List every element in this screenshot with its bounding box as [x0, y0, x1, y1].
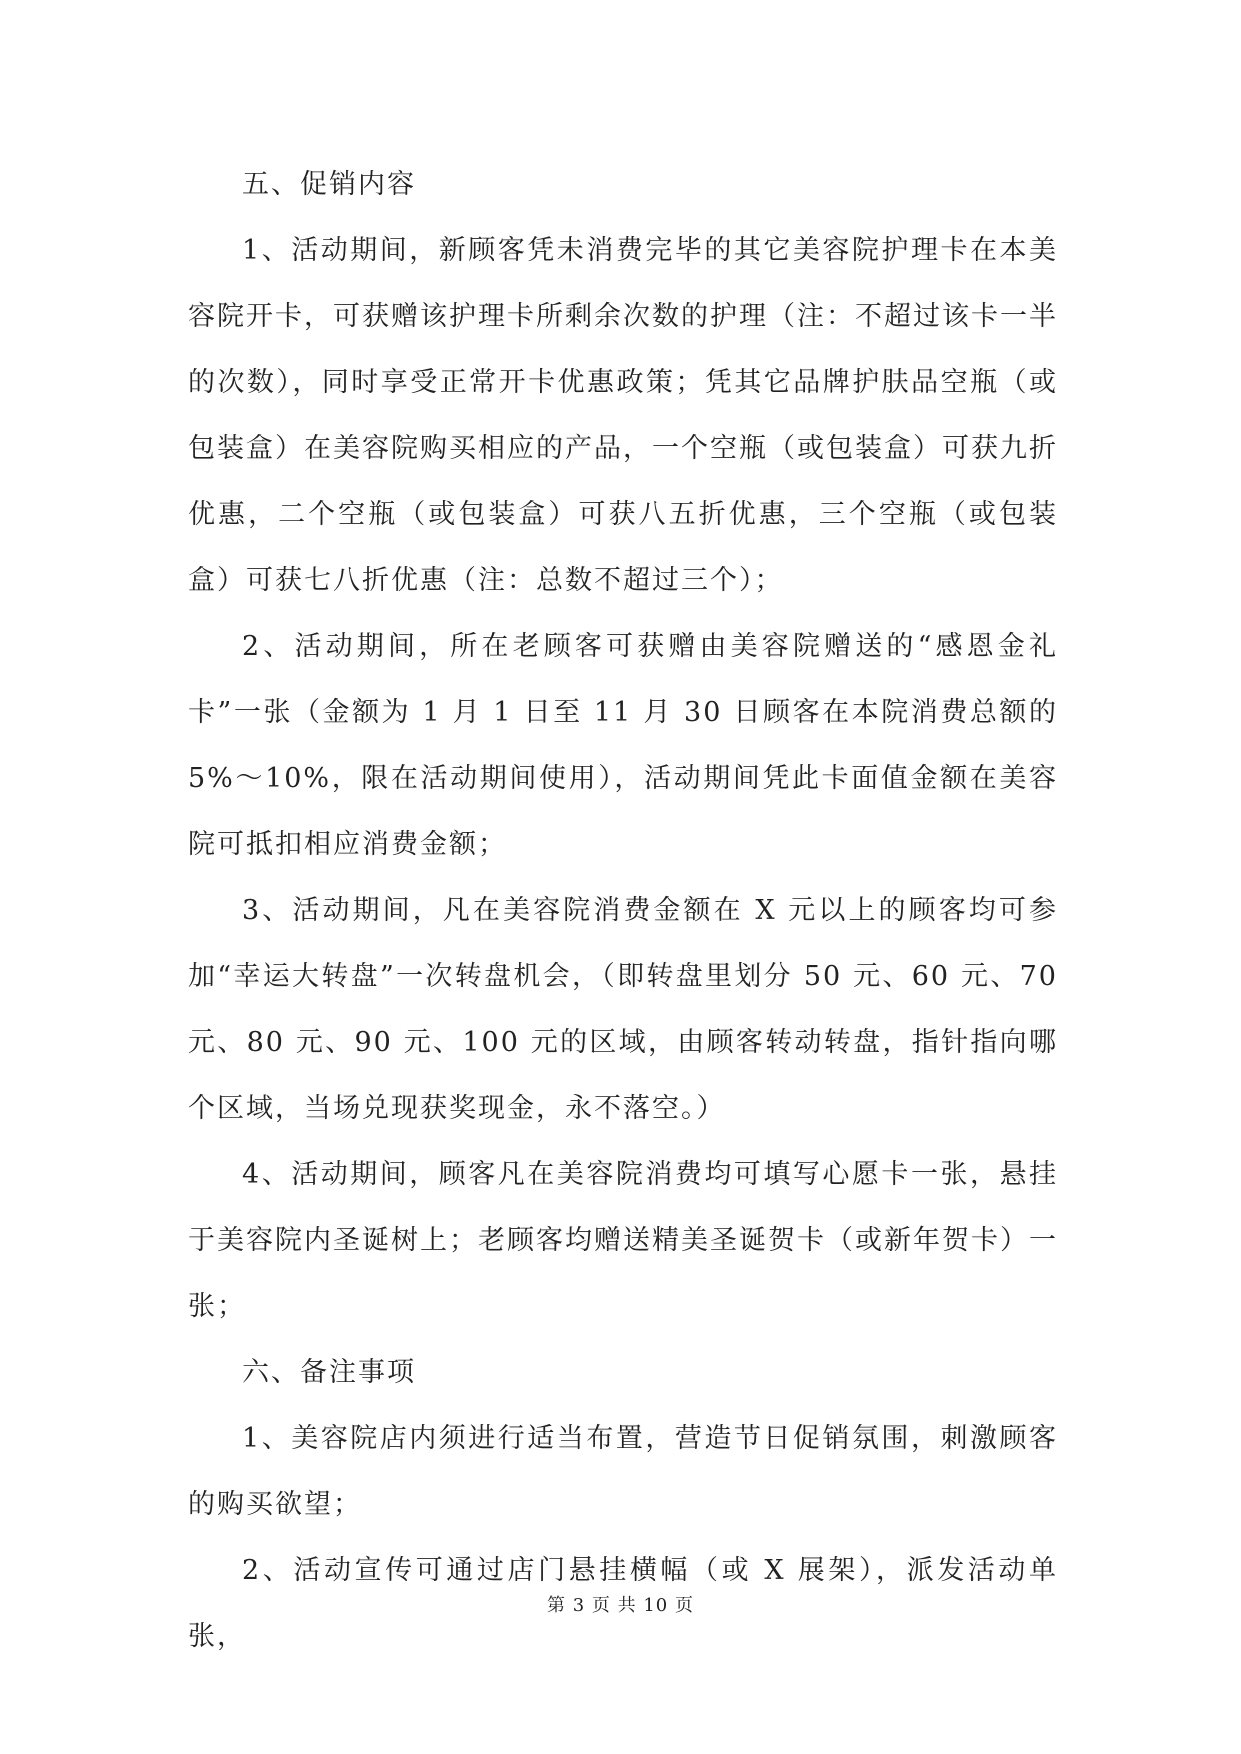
- section-heading-promotion: 五、促销内容: [242, 169, 416, 200]
- paragraph-item-3: 3、活动期间，凡在美容院消费金额在 X 元以上的顾客均可参加“幸运大转盘”一次转盘机会，（即转盘里划分 50 元、60 元、70 元、80 元、90 元、100 元的区域，由顾客转动转盘，指针指向哪个区域，当场兑现获奖现金，永不落空。）: [188, 895, 1058, 1124]
- paragraph-note-1: 1、美容院店内须进行适当布置，营造节日促销氛围，刺激顾客的购买欲望；: [188, 1423, 1058, 1520]
- section-heading-notes: 六、备注事项: [242, 1357, 416, 1388]
- paragraph-item-2: 2、活动期间，所在老顾客可获赠由美容院赠送的“感恩金礼卡”一张（金额为 1 月 1 日至 11 月 30 日顾客在本院消费总额的 5%～10%，限在活动期间使用），活动期间凭此卡面值金额在美容院可抵扣相应消费金额；: [188, 631, 1058, 860]
- paragraph-item-1: 1、活动期间，新顾客凭未消费完毕的其它美容院护理卡在本美容院开卡，可获赠该护理卡所剩余次数的护理（注：不超过该卡一半的次数），同时享受正常开卡优惠政策；凭其它品牌护肤品空瓶（或包装盒）在美容院购买相应的产品，一个空瓶（或包装盒）可获九折优惠，二个空瓶（或包装盒）可获八五折优惠，三个空瓶（或包装盒）可获七八折优惠（注：总数不超过三个）；: [188, 235, 1058, 596]
- page-number-footer: 第 3 页 共 10 页: [547, 1595, 694, 1616]
- paragraph-item-4: 4、活动期间，顾客凡在美容院消费均可填写心愿卡一张，悬挂于美容院内圣诞树上；老顾客均赠送精美圣诞贺卡（或新年贺卡）一张；: [188, 1159, 1058, 1322]
- document-body: [188, 152, 1058, 1670]
- paragraph-note-2: 2、活动宣传可通过店门悬挂横幅（或 X 展架），派发活动单张，: [188, 1555, 1058, 1652]
